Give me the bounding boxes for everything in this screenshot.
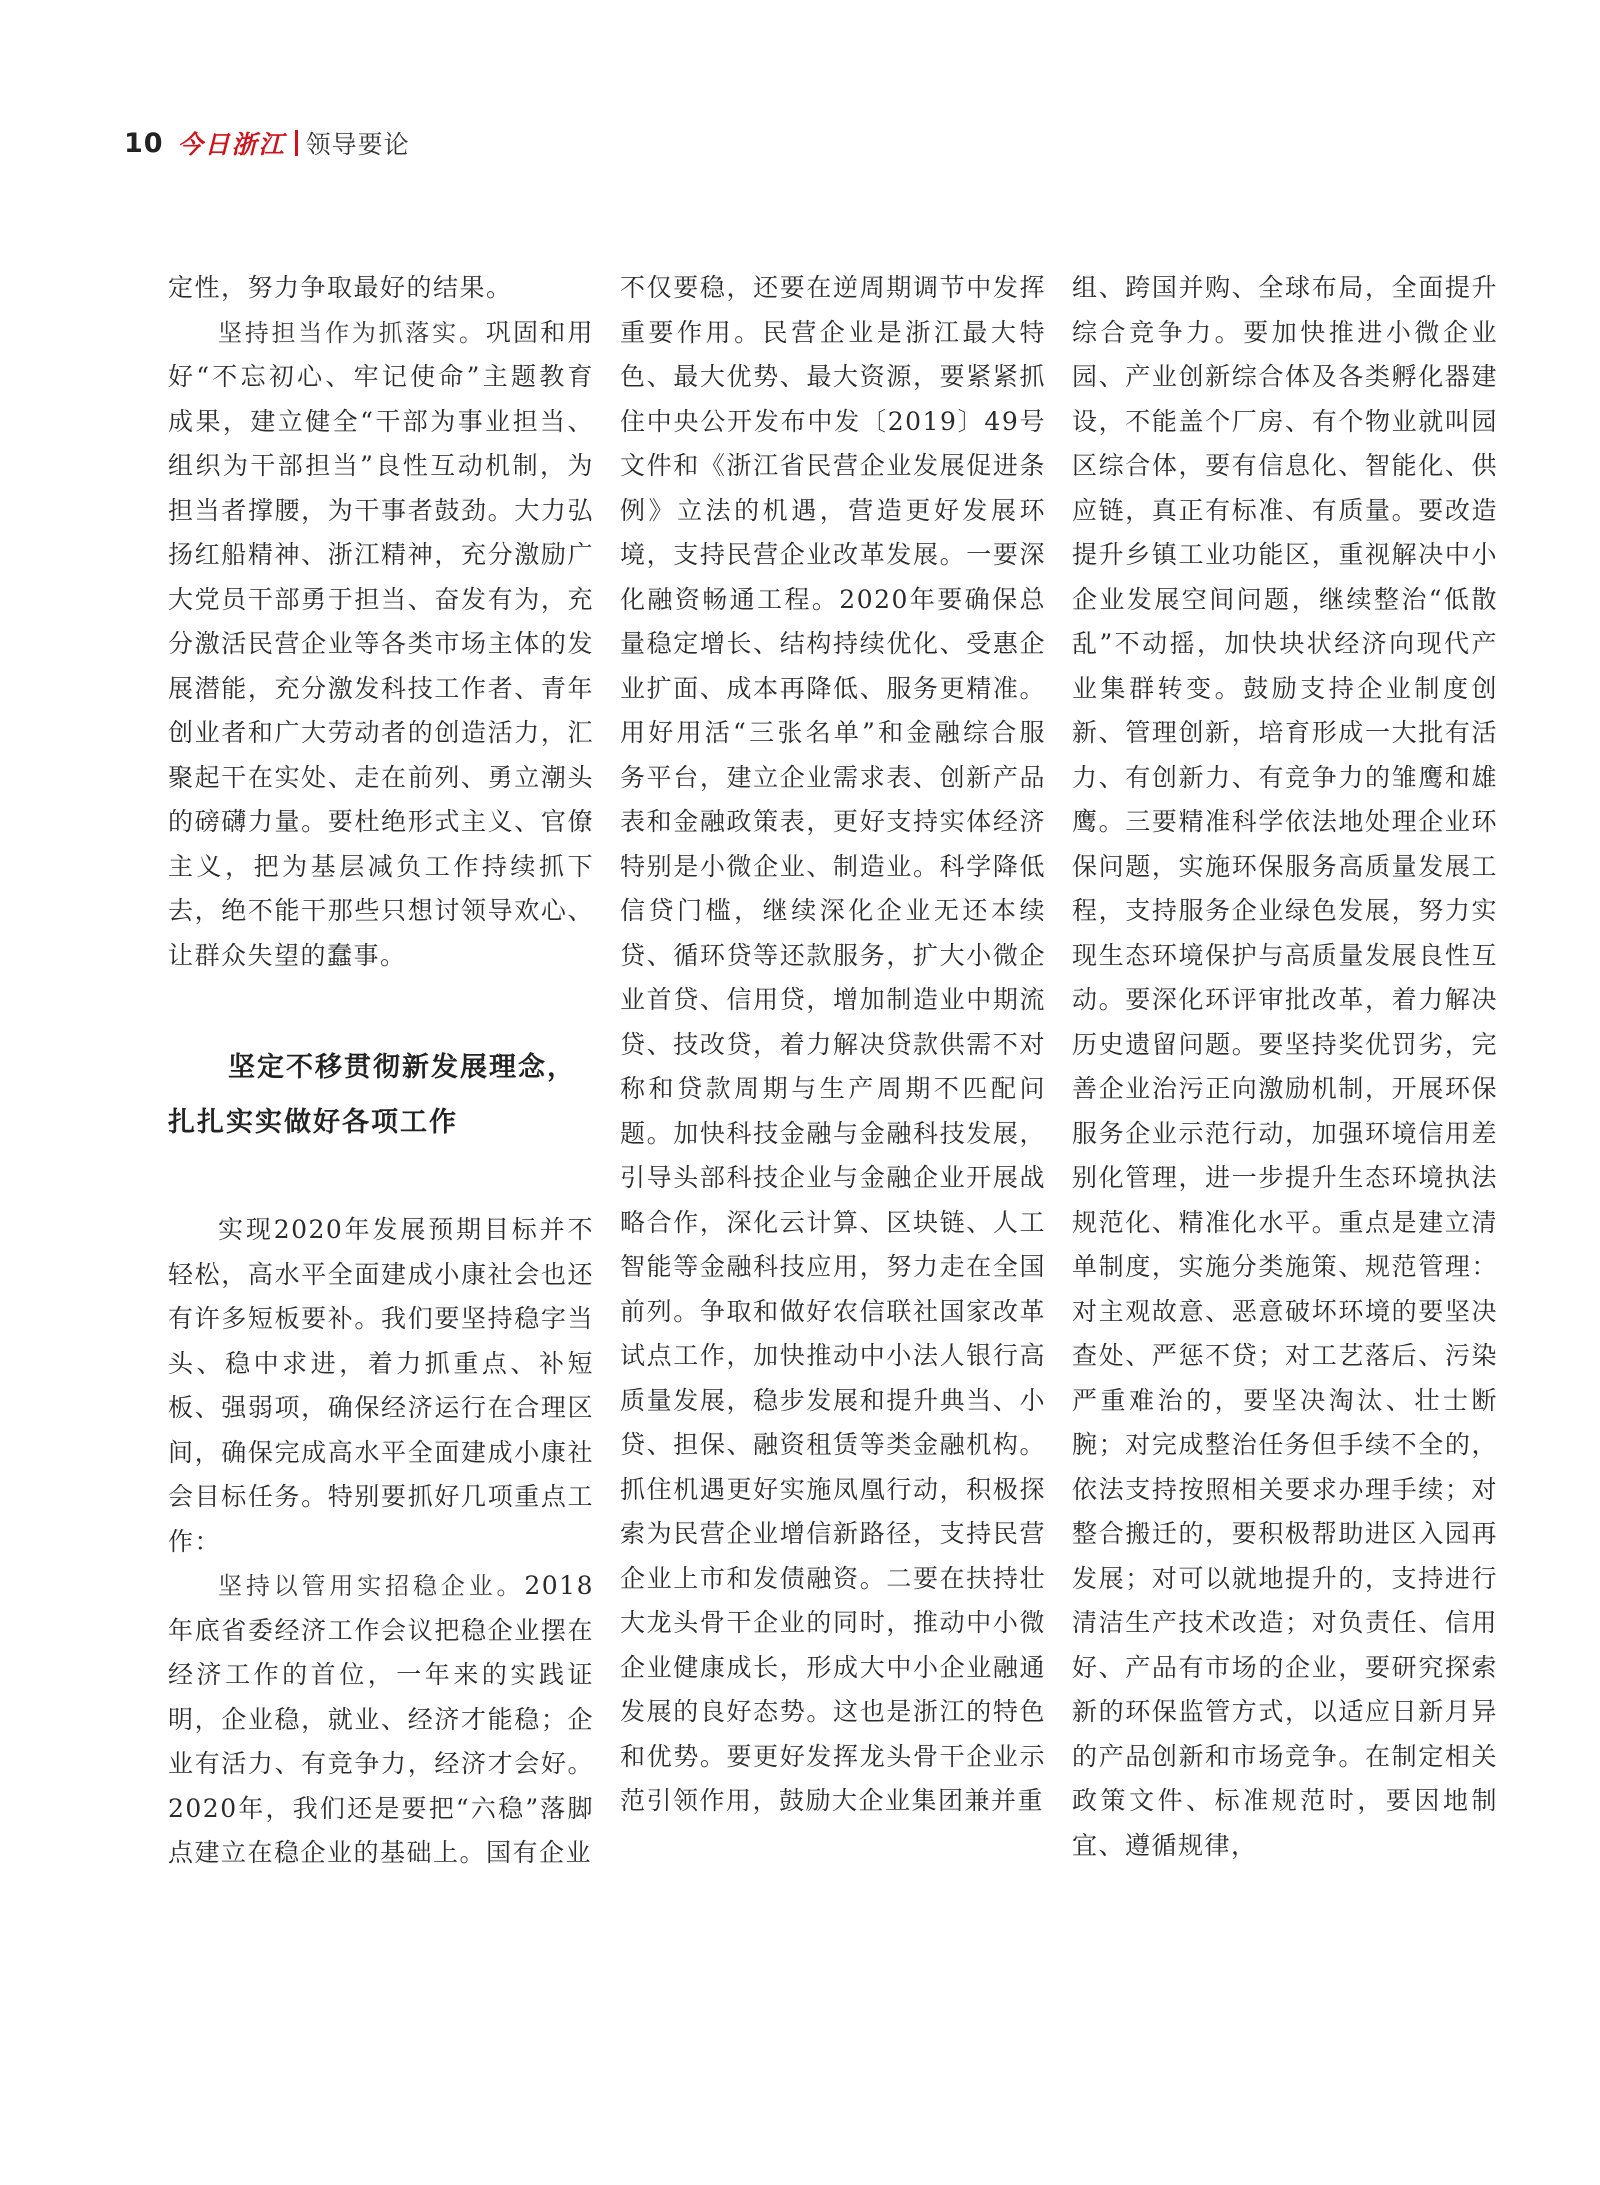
paragraph-lead: 坚持担当作为抓落实。 bbox=[218, 318, 486, 347]
paragraph-body: 巩固和用好“不忘初心、牢记使命”主题教育成果，建立健全“干部为事业担当、组织为干部担当”良性互动机制，为担当者撑腰，为干事者鼓劲。大力弘扬红船精神、浙江精神，充分激励广大党员干部勇于担当、奋发有为，充分激活民营企业等各类市场主体的发展潜能，充分激发科技工作者、青年创业者和广大劳动者的创造活力，汇聚起干在实处、走在前列、勇立潮头的磅礴力量。要杜绝形式主义、官僚主义，把为基层减负工作持续抓下去，绝不能干那些只想讨领导欢心、让群众失望的蠢事。 bbox=[168, 317, 594, 970]
heading-line: 扎扎实实做好各项工作 bbox=[168, 1107, 458, 1138]
section-title: 领导要论 bbox=[305, 130, 410, 159]
paragraph-body: 2018年底省委经济工作会议把稳企业摆在经济工作的首位，一年来的实践证明，企业稳，就业、经济才能稳；企业有活力、有竞争力，经济才会好。2020年，我们还是要把“六稳”落脚点建立在稳企业的基础上。国有企业 bbox=[168, 1571, 594, 1867]
magazine-logo-text: 今日浙江 bbox=[177, 130, 286, 159]
header-divider bbox=[295, 130, 298, 156]
paragraph: 实现2020年发展预期目标并不轻松，高水平全面建成小康社会也还有许多短板要补。我们要坚持稳字当头、稳中求进，着力抓重点、补短板、强弱项，确保经济运行在合理区间，确保完成高水平全面建成小康社会目标任务。特别要抓好几项重点工作： bbox=[168, 1215, 594, 1556]
article-column-3 bbox=[1072, 266, 1498, 1868]
paragraph: 不仅要稳，还要在逆周期调节中发挥重要作用。民营企业是浙江最大特色、最大优势、最大资源，要紧紧抓住中央公开发布中发〔2019〕49号文件和《浙江省民营企业发展促进条例》立法的机遇，营造更好发展环境，支持民营企业改革发展。一要深化融资畅通工程。2020年要确保总量稳定增长、结构持续优化、受惠企业扩面、成本再降低、服务更精准。用好用活“三张名单”和金融综合服务平台，建立企业需求表、创新产品表和金融政策表，更好支持实体经济特别是小微企业、制造业。科学降低信贷门槛，继续深化企业无还本续贷、循环贷等还款服务，扩大小微企业首贷、信用贷，增加制造业中期流贷、技改贷，着力解决贷款供需不对称和贷款周期与生产周期不匹配问题。加快科技金融与金融科技发展，引导头部科技企业与金融企业开展战略合作，深化云计算、区块链、人工智能等金融科技应用，努力走在全国前列。争取和做好农信联社国家改革试点工作，加快推动中小法人银行高质量发展，稳步发展和提升典当、小贷、担保、融资租赁等类金融机构。抓住机遇更好实施凤凰行动，积极探索为民营企业增信新路径，支持民营企业上市和发债融资。二要在扶持壮大龙头骨干企业的同时，推动中小微企业健康成长，形成大中小企业融通发展的良好态势。这也是浙江的特色和优势。要更好发挥龙头骨干企业示范引领作用，鼓励大企业集团兼并重 bbox=[620, 273, 1046, 1815]
paragraph bbox=[168, 1564, 594, 1876]
heading-line: 坚定不移贯彻新发展理念， bbox=[228, 1052, 576, 1083]
page-number: 10 bbox=[124, 127, 164, 159]
paragraph-lead: 坚持以管用实招稳企业。 bbox=[218, 1572, 525, 1600]
paragraph: 组、跨国并购、全球布局，全面提升综合竞争力。要加快推进小微企业园、产业创新综合体及各类孵化器建设，不能盖个厂房、有个物业就叫园区综合体，要有信息化、智能化、供应链，真正有标准、有质量。要改造提升乡镇工业功能区，重视解决中小企业发展空间问题，继续整治“低散乱”不动摇，加快块状经济向现代产业集群转变。鼓励支持企业制度创新、管理创新，培育形成一大批有活力、有创新力、有竞争力的雏鹰和雄鹰。三要精准科学依法地处理企业环保问题，实施环保服务高质量发展工程，支持服务企业绿色发展，努力实现生态环境保护与高质量发展良性互动。要深化环评审批改革，着力解决历史遗留问题。要坚持奖优罚劣，完善企业治污正向激励机制，开展环保服务企业示范行动，加强环境信用差别化管理，进一步提升生态环境执法规范化、精准化水平。重点是建立清单制度，实施分类施策、规范管理：对主观故意、恶意破坏环境的要坚决查处、严惩不贷；对工艺落后、污染严重难治的，要坚决淘汰、壮士断腕；对完成整治任务但手续不全的，依法支持按照相关要求办理手续；对整合搬迁的，要积极帮助进区入园再发展；对可以就地提升的，支持进行清洁生产技术改造；对负责任、信用好、产品有市场的企业，要研究探索新的环保监管方式，以适应日新月异的产品创新和市场竞争。在制定相关政策文件、标准规范时，要因地制宜、遵循规律， bbox=[1072, 273, 1498, 1860]
section-heading bbox=[168, 1040, 594, 1150]
paragraph bbox=[168, 311, 594, 979]
magazine-logo bbox=[178, 125, 286, 161]
article-column-1 bbox=[168, 266, 594, 1876]
page-header bbox=[124, 118, 410, 168]
paragraph: 定性，努力争取最好的结果。 bbox=[168, 273, 513, 302]
article-column-2 bbox=[620, 266, 1046, 1824]
